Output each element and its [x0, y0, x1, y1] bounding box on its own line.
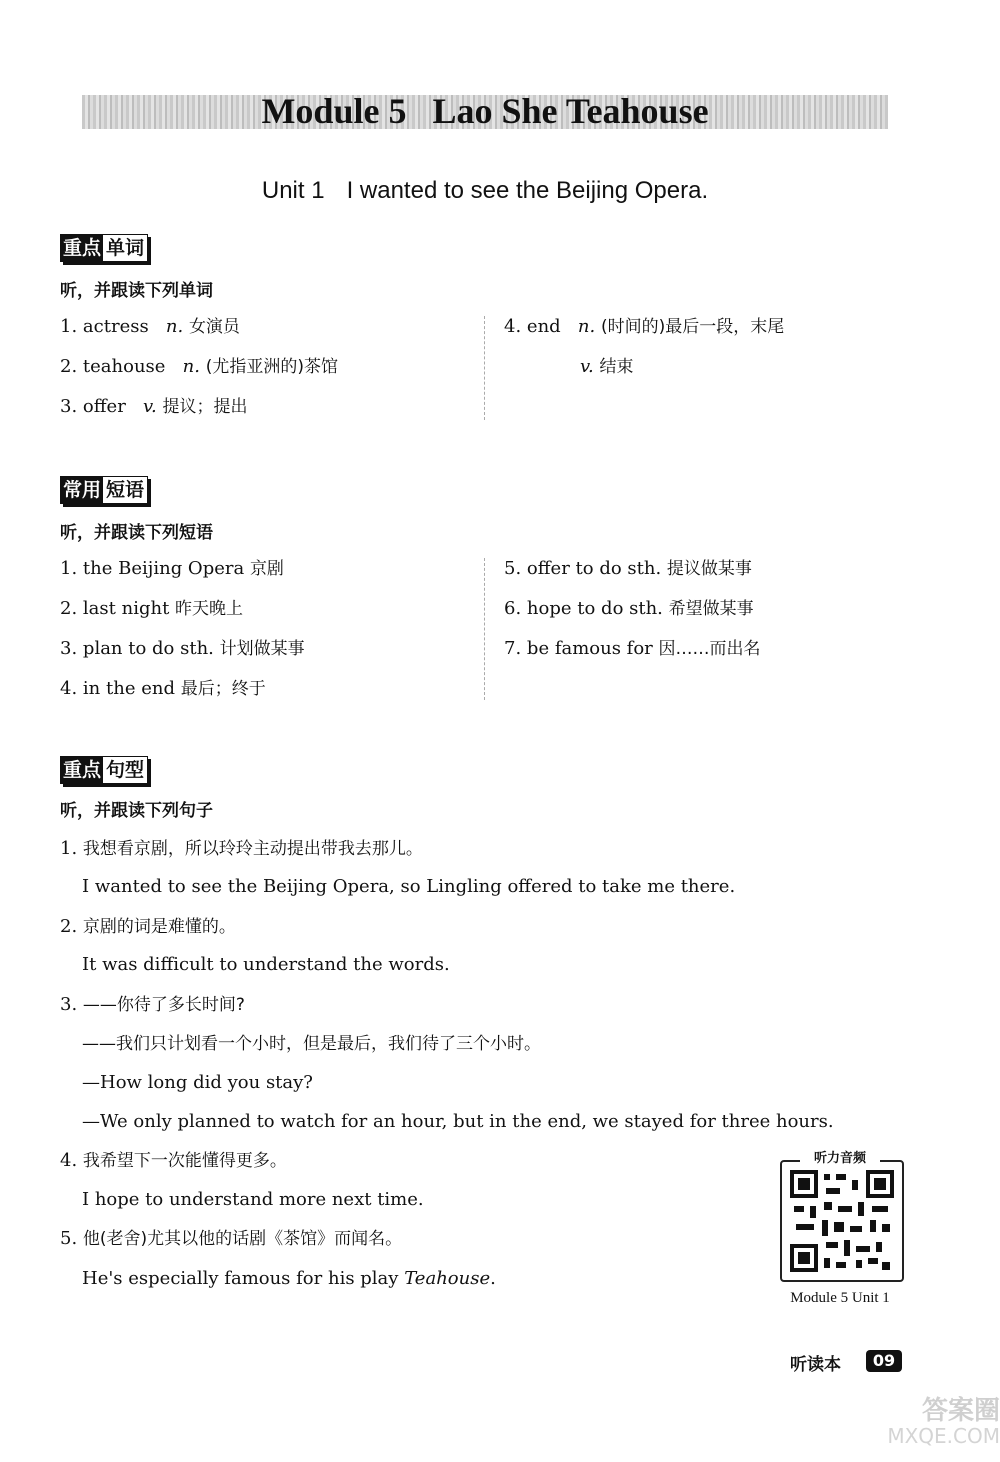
word-item: 3. offer v. 提议；提出 [60, 396, 248, 417]
phrase-item: 3. plan to do sth. 计划做某事 [60, 638, 305, 659]
module-title [82, 88, 888, 134]
unit-title [0, 174, 970, 208]
book-label: 听读本 [790, 1355, 841, 1375]
audio-caption: Module 5 Unit 1 [790, 1290, 890, 1306]
watermark-logo: 答案圈 [921, 1396, 1000, 1426]
phrase-item: 4. in the end 最后；终于 [60, 678, 266, 699]
sentence-en: —How long did you stay? [82, 1072, 313, 1093]
watermark-url: MXQE.COM [887, 1424, 1000, 1448]
word-item: 4. end n. (时间的)最后一段，末尾 [504, 316, 785, 337]
sentence-zh: ——我们只计划看一个小时，但是最后，我们待了三个小时。 [82, 1034, 541, 1054]
section-heading-phrases [60, 476, 148, 504]
sentence-en: I wanted to see the Beijing Opera, so Lingling offered to take me there. [82, 876, 736, 897]
section-tag-dark: 重点 [63, 759, 102, 781]
audio-label: 听力音频 [800, 1150, 880, 1168]
section-tag-light: 单词 [103, 235, 147, 261]
sentence-zh: 2. 京剧的词是难懂的。 [60, 916, 236, 937]
words-instruction: 听，并跟读下列单词 [60, 281, 213, 301]
section-tag-dark: 常用 [63, 479, 102, 501]
column-divider [484, 558, 485, 700]
section-tag-dark: 重点 [63, 237, 102, 259]
sentence-zh: 3. ——你待了多长时间? [60, 994, 245, 1015]
module-number: Module 5 [261, 91, 407, 131]
phrase-item: 5. offer to do sth. 提议做某事 [504, 558, 752, 579]
module-name: Lao She Teahouse [432, 91, 709, 131]
sentence-en: It was difficult to understand the words. [82, 954, 450, 975]
sentence-en: —We only planned to watch for an hour, but in the end, we stayed for three hours. [82, 1111, 834, 1132]
section-heading-words [60, 234, 148, 262]
sentence-en: I hope to understand more next time. [82, 1189, 424, 1210]
qr-code-frame[interactable] [780, 1160, 904, 1282]
phrase-item: 1. the Beijing Opera 京剧 [60, 558, 284, 579]
word-item: 2. teahouse n. (尤指亚洲的)茶馆 [60, 356, 338, 377]
word-item: v. 结束 [580, 356, 634, 377]
unit-number: Unit 1 [261, 177, 325, 204]
sentences-instruction: 听，并跟读下列句子 [60, 801, 213, 821]
sentence-zh: 5. 他(老舍)尤其以他的话剧《茶馆》而闻名。 [60, 1228, 403, 1249]
column-divider [484, 316, 485, 420]
phrase-item: 7. be famous for 因……而出名 [504, 638, 761, 659]
section-tag-light: 短语 [103, 477, 147, 503]
phrase-item: 2. last night 昨天晚上 [60, 598, 244, 619]
unit-name: I wanted to see the Beijing Opera. [346, 177, 709, 204]
section-tag-light: 句型 [103, 757, 147, 783]
sentence-zh: 4. 我希望下一次能懂得更多。 [60, 1150, 287, 1171]
phrase-item: 6. hope to do sth. 希望做某事 [504, 598, 754, 619]
word-item: 1. actress n. 女演员 [60, 316, 240, 337]
section-heading-sentences [60, 756, 148, 784]
sentence-zh: 1. 我想看京剧，所以玲玲主动提出带我去那儿。 [60, 838, 423, 859]
sentence-en: He's especially famous for his play Teahouse. [82, 1268, 496, 1289]
page-number: 09 [866, 1350, 902, 1372]
phrases-instruction: 听，并跟读下列短语 [60, 523, 213, 543]
qr-code-icon [782, 1162, 902, 1280]
